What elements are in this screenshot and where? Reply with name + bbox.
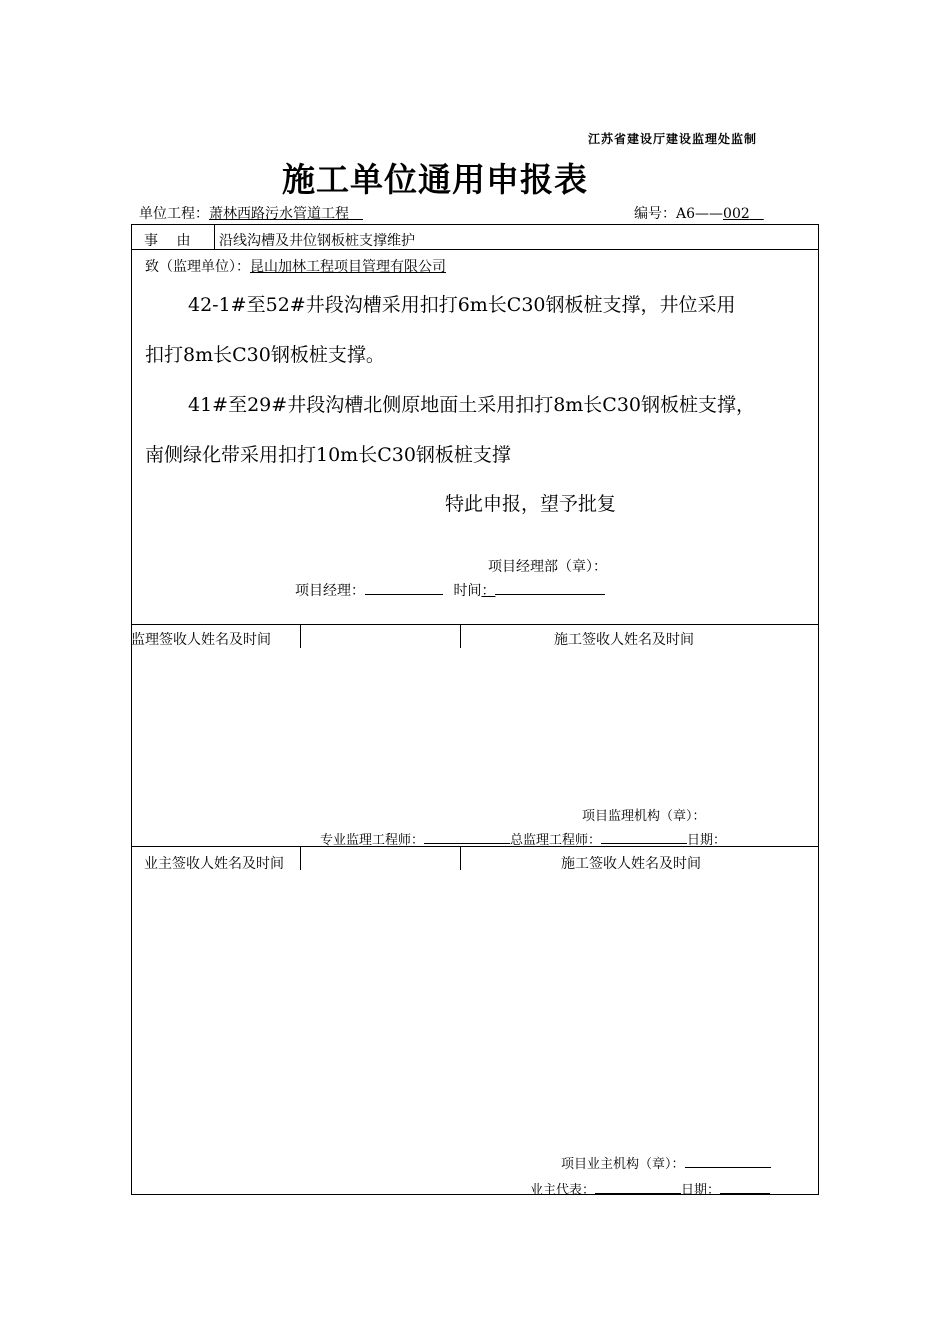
recipient-field [145,256,446,276]
number-value: 002 [723,206,750,222]
body-paragraph-1-line-1: 42-1#至52#井段沟槽采用扣打6m长C30钢板桩支撑，井位采用 [188,294,736,316]
closing-text: 特此申报，望予批复 [445,493,617,515]
engineer-signature-line [424,829,510,844]
time-line [495,580,605,595]
number-label: 编号： [634,206,676,222]
body-paragraph-2-line-2: 南侧绿化带采用扣打10m长C30钢板桩支撑 [145,444,511,466]
divider [460,846,461,870]
body-paragraph-2-line-1: 41#至29#井段沟槽北侧原地面土采用扣打8m长C30钢板桩支撑， [188,394,756,416]
chief-engineer-signature-line [601,829,687,844]
supervision-receiver-header: 监理签收人姓名及时间 [131,632,271,648]
owner-org-seal-line [685,1153,771,1168]
form-title: 施工单位通用申报表 [282,160,588,199]
owner-org-seal-row [561,1153,771,1172]
contractor-receiver-header: 施工签收人姓名及时间 [554,632,694,648]
divider [460,624,461,648]
recipient-value: 昆山加林工程项目管理有限公司 [250,259,446,275]
owner-receiver-header: 业主签收人姓名及时间 [144,856,284,872]
divider [214,224,215,249]
subject-label: 事 由 [144,233,191,249]
project-field [139,203,363,223]
body-paragraph-1-line-2: 扣打8m长C30钢板桩支撑。 [145,344,385,366]
owner-org-seal: 项目业主机构（章）： [561,1157,685,1172]
supervision-date-label: 日期： [687,833,727,848]
manager-signature-line [365,580,443,595]
department-seal: 项目经理部（章）： [488,559,607,575]
subject-value: 沿线沟槽及井位钢板桩支撑维护 [219,233,415,249]
engineer-label: 专业监理工程师： [320,833,425,848]
manager-label: 项目经理： [295,583,365,599]
number-prefix: A6—— [676,206,724,222]
divider [300,624,301,648]
chief-engineer-label: 总监理工程师： [510,833,602,848]
owner-rep-label: 业主代表： [530,1183,596,1198]
divider [300,846,301,870]
project-value: 萧林西路污水管道工程 [209,206,349,222]
supervision-org-seal: 项目监理机构（章）： [582,809,706,824]
owner-date-line [720,1179,770,1194]
project-label: 单位工程： [139,206,209,222]
owner-date-label: 日期： [681,1183,721,1198]
form-table [131,224,819,1195]
contractor-receiver-header-2: 施工签收人姓名及时间 [561,856,701,872]
recipient-label: 致（监理单位）： [145,259,250,275]
time-label: 时间 [453,583,482,599]
divider [131,624,819,625]
owner-rep-signature-line [595,1179,681,1194]
manager-signature-row: 项目经理： 时间： [295,580,605,600]
supervision-note: 江苏省建设厅建设监理处监制 [588,132,758,146]
number-field [634,203,764,223]
owner-signature-row [530,1179,770,1198]
supervision-signature-row [320,829,726,848]
